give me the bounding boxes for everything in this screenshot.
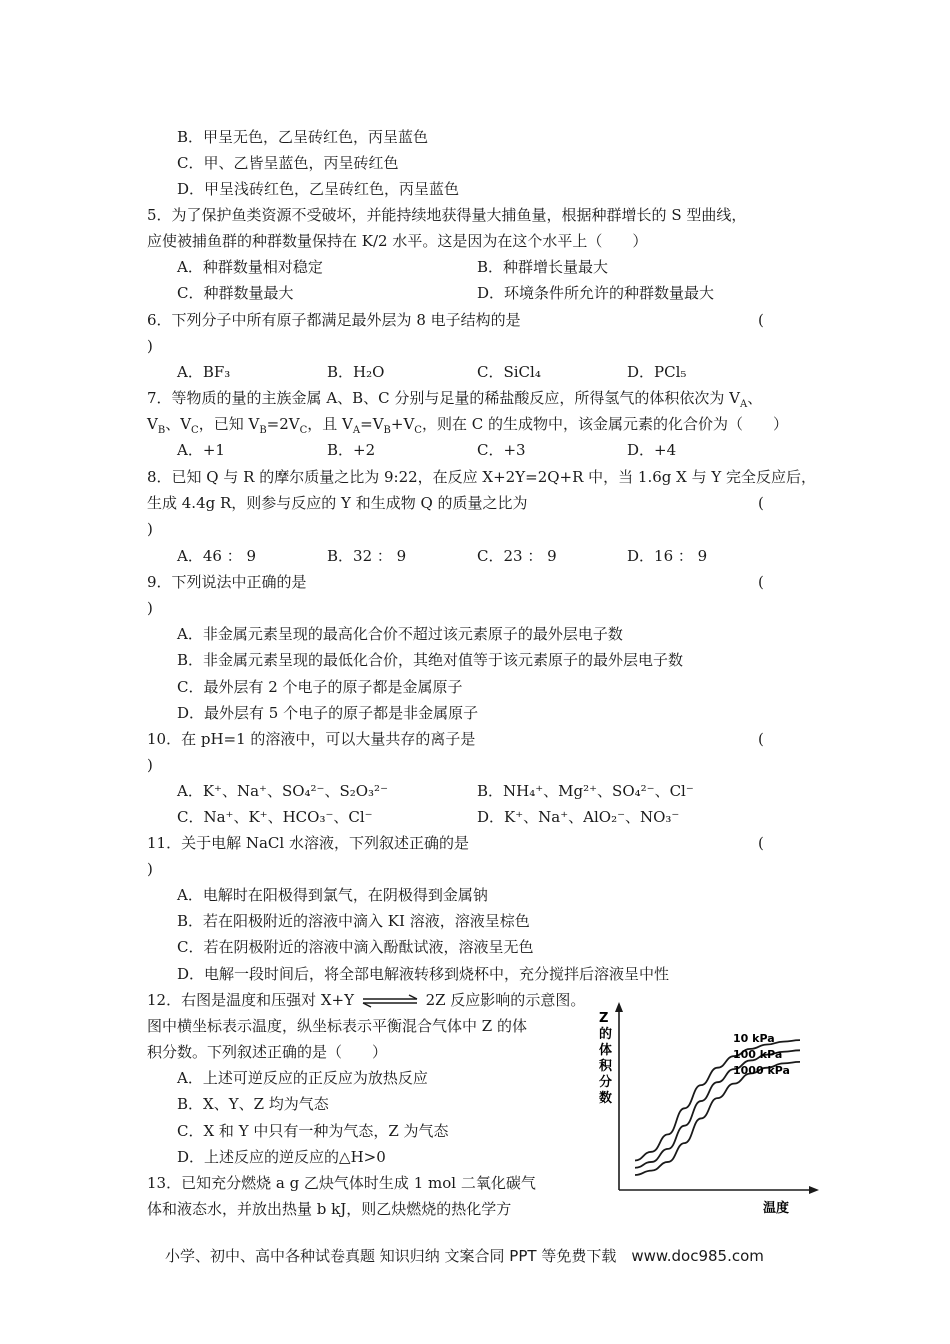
q12-option-c: C．X 和 Y 中只有一种为气态，Z 为气态	[177, 1122, 449, 1140]
q7-stem-line1: 7．等物质的量的主族金属 A、B、C 分别与足量的稀盐酸反应，所得氢气的体积依次为 $V_A$、	[147, 389, 763, 410]
q11-paren-close: )	[147, 860, 153, 878]
y-axis-label-char: 体	[599, 1043, 613, 1058]
q10-option-a: A．K⁺、Na⁺、SO₄²⁻、S₂O₃²⁻	[177, 782, 388, 800]
q8-paren-close: )	[147, 520, 153, 538]
q10-option-c: C．Na⁺、K⁺、HCO₃⁻、Cl⁻	[177, 808, 373, 826]
q10-option-d: D．K⁺、Na⁺、AlO₂⁻、NO₃⁻	[477, 808, 680, 826]
q13-stem-line2: 体和液态水，并放出热量 b kJ，则乙炔燃烧的热化学方	[147, 1200, 512, 1218]
q10-paren-close: )	[147, 756, 153, 774]
q4-option-b: B．甲呈无色，乙呈砖红色，丙呈蓝色	[177, 128, 429, 146]
legend-label-10-kpa: 10 kPa	[733, 1032, 775, 1045]
q12-option-b: B．X、Y、Z 均为气态	[177, 1095, 329, 1113]
q10-stem: 10．在 pH=1 的溶液中，可以大量共存的离子是	[147, 730, 476, 748]
q9-option-d: D．最外层有 5 个电子的原子都是非金属原子	[177, 704, 479, 722]
y-axis-label-char: 的	[599, 1027, 613, 1042]
q12-option-d: D．上述反应的逆反应的△H>0	[177, 1148, 386, 1166]
q5-option-c: C．种群数量最大	[177, 284, 294, 302]
q8-option-b: B．32 ： 9	[327, 547, 407, 565]
q6-option-a: A．BF₃	[177, 363, 231, 381]
q9-option-c: C．最外层有 2 个电子的原子都是金属原子	[177, 678, 463, 696]
q11-stem: 11．关于电解 NaCl 水溶液，下列叙述正确的是	[147, 834, 469, 852]
q8-paren-open: (	[758, 494, 764, 512]
q4-option-d: D．甲呈浅砖红色，乙呈砖红色，丙呈蓝色	[177, 180, 460, 198]
x-axis-arrow	[809, 1186, 819, 1194]
x-axis-label: 温度	[763, 1201, 790, 1216]
q9-paren-close: )	[147, 599, 153, 617]
q10-paren-open: (	[758, 730, 764, 748]
equilibrium-arrow-icon	[359, 994, 421, 1008]
q9-paren-open: (	[758, 573, 764, 591]
q12-stem-line3: 积分数。下列叙述正确的是（ ）	[147, 1043, 388, 1061]
q7-option-c: C．+3	[477, 441, 526, 459]
q11-option-a: A．电解时在阳极得到氯气，在阴极得到金属钠	[177, 886, 488, 904]
q9-option-a: A．非金属元素呈现的最高化合价不超过该元素原子的最外层电子数	[177, 625, 623, 643]
q11-paren-open: (	[758, 834, 764, 852]
y-axis-label	[599, 1011, 613, 1106]
q8-option-d: D．16 ： 9	[627, 547, 708, 565]
q7-option-a: A．+1	[177, 441, 225, 459]
q7-stem-line2: $V_B$、$V_C$，已知 $V_B=2V_C$，且 $V_A=V_B+V_C$，则在 C 的生成物中，该金属元素的化合价为（ ）	[147, 415, 788, 436]
q9-option-b: B．非金属元素呈现的最低化合价，其绝对值等于该元素原子的最外层电子数	[177, 651, 684, 669]
q8-stem-line2: 生成 4.4g R，则参与反应的 Y 和生成物 Q 的质量之比为	[147, 494, 528, 512]
q6-paren-open: (	[758, 311, 764, 329]
y-axis-label-char: Z	[599, 1011, 609, 1026]
q12-stem-line1-b: 2Z 反应影响的示意图。	[425, 991, 586, 1009]
q12-option-a: A．上述可逆反应的正反应为放热反应	[177, 1069, 428, 1087]
q12-stem-line2: 图中横坐标表示温度，纵坐标表示平衡混合气体中 Z 的体	[147, 1017, 527, 1035]
q13-stem-line1: 13．已知充分燃烧 a g 乙炔气体时生成 1 mol 二氧化碳气	[147, 1174, 536, 1192]
y-axis-arrow	[615, 1002, 623, 1012]
y-axis-label-char: 数	[599, 1091, 613, 1106]
legend-label-1000-kpa: 1000 kPa	[733, 1064, 790, 1077]
q9-stem: 9．下列说法中正确的是	[147, 573, 307, 591]
q5-option-b: B．种群增长量最大	[477, 258, 609, 276]
q8-option-c: C．23 ： 9	[477, 547, 557, 565]
q7-option-d: D．+4	[627, 441, 677, 459]
series-line-1000-kpa	[635, 1062, 800, 1175]
q6-stem: 6．下列分子中所有原子都满足最外层为 8 电子结构的是	[147, 311, 521, 329]
q11-option-d: D．电解一段时间后，将全部电解液转移到烧杯中，充分搅拌后溶液呈中性	[177, 965, 670, 983]
y-axis-label-char: 积	[599, 1059, 613, 1074]
z-volume-fraction-chart	[595, 1000, 825, 1220]
legend-label-100-kpa: 100 kPa	[733, 1048, 783, 1061]
q8-stem-line1: 8．已知 Q 与 R 的摩尔质量之比为 9:22，在反应 X+2Y=2Q+R 中，当 1.6g X 与 Y 完全反应后，	[147, 468, 817, 486]
q11-option-c: C．若在阴极附近的溶液中滴入酚酞试液，溶液呈无色	[177, 938, 534, 956]
q5-stem-line2: 应使被捕鱼群的种群数量保持在 K/2 水平。这是因为在这个水平上（ ）	[147, 232, 648, 250]
q12-stem-line1	[147, 990, 585, 1010]
q4-option-c: C．甲、乙皆呈蓝色，丙呈砖红色	[177, 154, 399, 172]
y-axis-label-char: 分	[599, 1075, 613, 1090]
q7-option-b: B．+2	[327, 441, 376, 459]
q6-option-b: B．H₂O	[327, 363, 385, 381]
q12-stem-line1-a: 12．右图是温度和压强对 X+Y	[147, 991, 355, 1009]
q5-option-d: D．环境条件所允许的种群数量最大	[477, 284, 715, 302]
q10-option-b: B．NH₄⁺、Mg²⁺、SO₄²⁻、Cl⁻	[477, 782, 694, 800]
footer-download-notice: 小学、初中、高中各种试卷真题 知识归纳 文案合同 PPT 等免费下载 www.doc985.com	[165, 1247, 764, 1265]
q6-paren-close: )	[147, 337, 153, 355]
q5-option-a: A．种群数量相对稳定	[177, 258, 323, 276]
q6-option-d: D．PCl₅	[627, 363, 687, 381]
q5-stem-line1: 5．为了保护鱼类资源不受破坏，并能持续地获得量大捕鱼量，根据种群增长的 S 型曲线，	[147, 206, 747, 224]
q11-option-b: B．若在阳极附近的溶液中滴入 KI 溶液，溶液呈棕色	[177, 912, 530, 930]
q8-option-a: A．46 ： 9	[177, 547, 256, 565]
q6-option-c: C．SiCl₄	[477, 363, 541, 381]
